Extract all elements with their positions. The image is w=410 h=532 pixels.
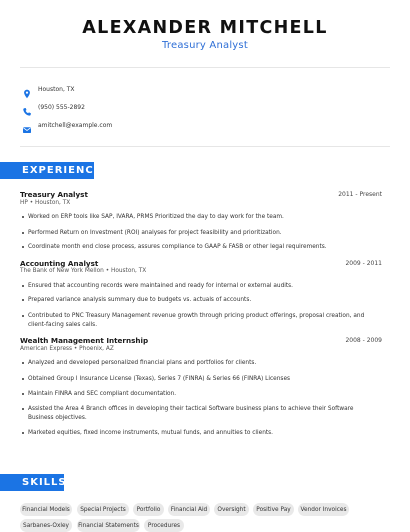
job-bullet: Prepared variance analysis summary due to budgets vs. actuals of accounts. (22, 296, 367, 305)
job-company: American Express • Phoenix, AZ (20, 346, 114, 352)
phone-text: (950) 555-2892 (38, 103, 85, 111)
divider (20, 67, 390, 68)
job-title: Treasury Analyst (20, 190, 88, 199)
contact-email (22, 119, 112, 131)
job-dates: 2008 - 2009 (345, 337, 382, 344)
divider (20, 146, 390, 147)
skill-chip: Procedures (144, 519, 184, 532)
skill-chip: Financial Models (20, 503, 72, 516)
skill-chip: Sarbanes-Oxley (20, 519, 72, 532)
candidate-role: Treasury Analyst (162, 40, 248, 51)
skill-chip: Special Projects (77, 503, 129, 516)
job-bullet: Coordinate month end close process, assures compliance to GAAP & FASB or other legal requirements. (22, 243, 367, 252)
job-dates: 2009 - 2011 (345, 260, 382, 267)
envelope-icon (22, 120, 32, 130)
skills-heading: SKILLS (0, 474, 64, 491)
job-title: Wealth Management Internship (20, 336, 149, 345)
contact-location (22, 83, 75, 95)
skill-chip: Financial Aid (168, 503, 210, 516)
email-text: amitchell@example.com (38, 121, 113, 129)
skill-chip: Vendor Invoices (298, 503, 349, 516)
job-bullet: Performed Return on Investment (ROI) analyses for project feasibility and prioritization. (22, 229, 367, 238)
job-bullet: Obtained Group I Insurance License (Texas), Series 7 (FINRA) & Series 66 (FINRA) Licenses (22, 375, 367, 384)
experience-heading: EXPERIENCE (0, 162, 94, 179)
location-text: Houston, TX (38, 85, 75, 93)
skill-chip: Positive Pay (253, 503, 294, 516)
job-bullet: Assisted the Area 4 Branch offices in developing their tactical Software business plans to achieve their Software Business objectives. (22, 405, 367, 422)
job-bullet: Worked on ERP tools like SAP, IVARA, PRMS Prioritized the day to day work for the team. (22, 213, 367, 222)
skill-chip: Portfolio (133, 503, 164, 516)
map-pin-icon (22, 84, 32, 94)
job-company: HP • Houston, TX (20, 200, 71, 206)
job-bullet: Ensured that accounting records were maintained and ready for internal or external audits. (22, 282, 367, 291)
job-title: Accounting Analyst (20, 259, 99, 268)
candidate-name: ALEXANDER MITCHELL (82, 18, 328, 38)
job-bullet: Contributed to PNC Treasury Management revenue growth through pricing product offerings, proposal creation, and client-facing sales calls. (22, 312, 367, 329)
skill-chip: Oversight (214, 503, 249, 516)
job-bullet: Analyzed and developed personalized financial plans and portfolios for clients. (22, 359, 367, 368)
phone-icon (22, 102, 32, 112)
job-company: The Bank of New York Mellon • Houston, TX (20, 268, 147, 274)
job-dates: 2011 - Present (338, 191, 382, 198)
contact-phone (22, 101, 85, 113)
job-bullet: Marketed equities, fixed income instruments, mutual funds, and annuities to clients. (22, 429, 367, 438)
job-bullet: Maintain FINRA and SEC compliant documentation. (22, 390, 367, 399)
skill-chip: Financial Statements (77, 519, 140, 532)
